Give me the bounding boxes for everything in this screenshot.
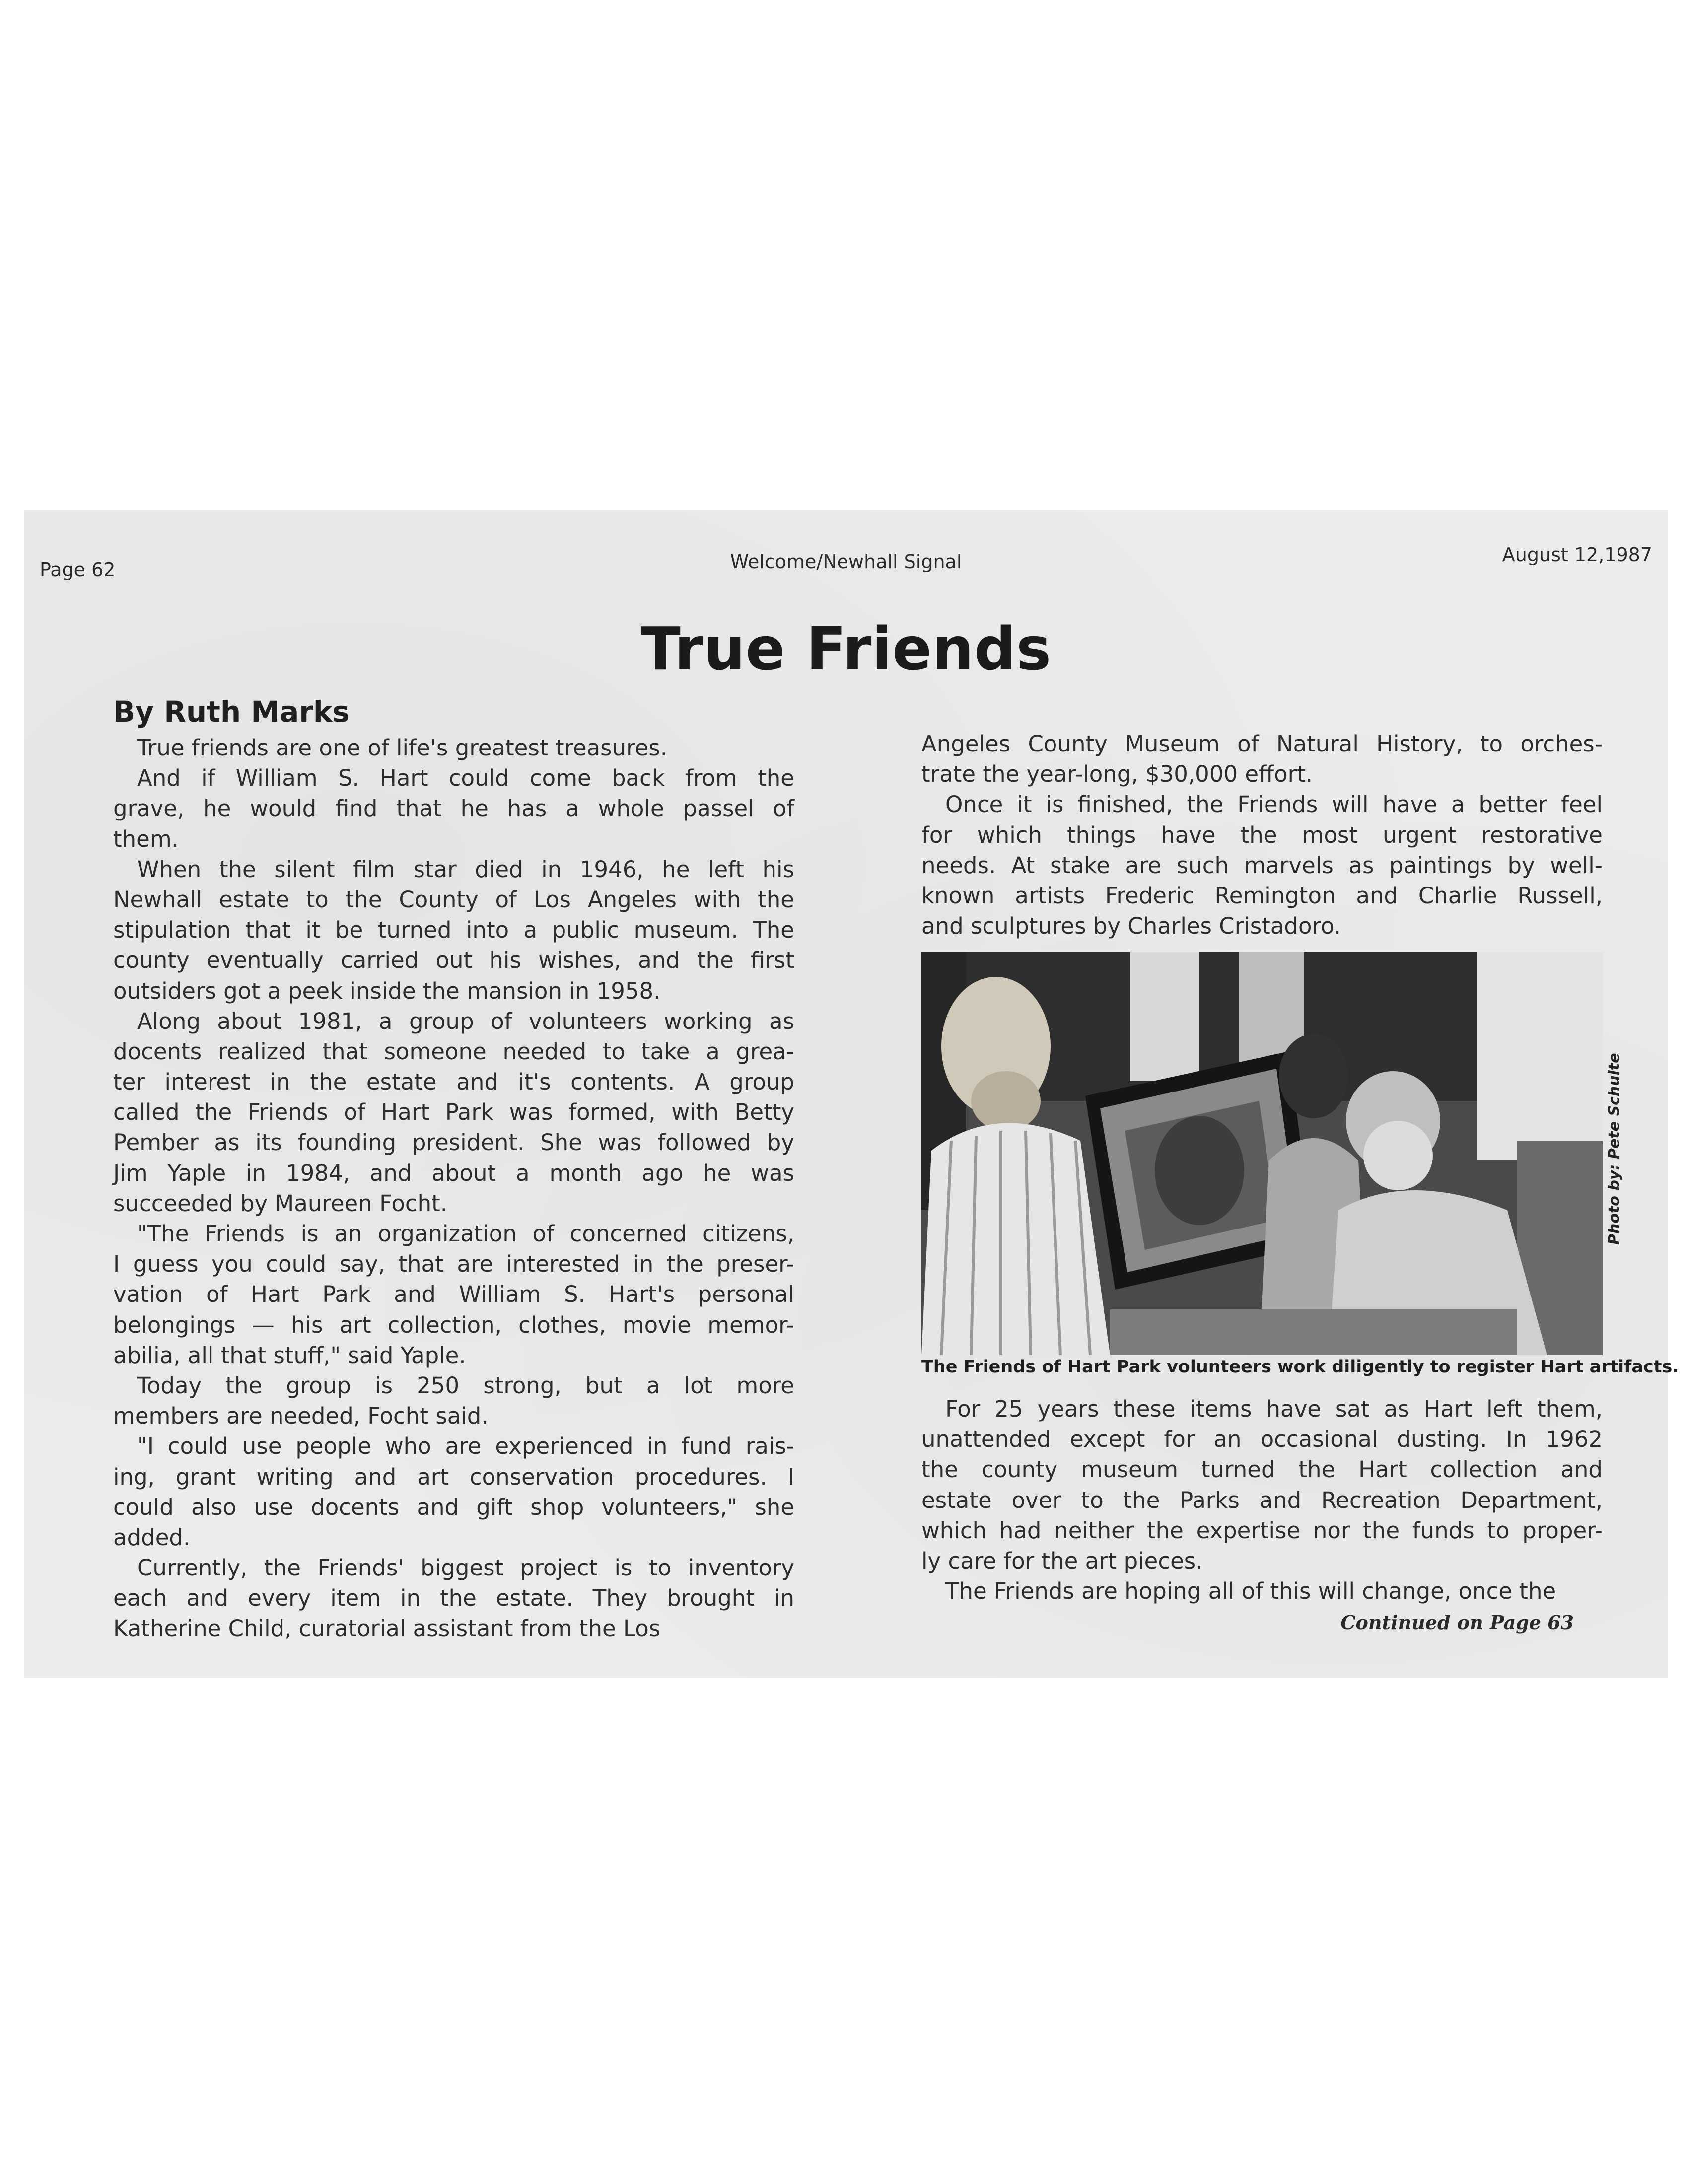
article-text-line: Along about 1981, a group of volunteers working as (137, 1008, 794, 1034)
article-text-line: them. (113, 825, 179, 852)
article-text-line: members are needed, Focht said. (113, 1403, 489, 1430)
article-text-line: trate the year-long, $30,000 effort. (921, 761, 1313, 788)
article-text-line: Currently, the Friends' biggest project is to inventory (137, 1555, 794, 1581)
article-text-line: True friends are one of life's greatest treasures. (137, 735, 668, 761)
article-text-line: Today the group is 250 strong, but a lot more (137, 1372, 794, 1399)
article-text-line: unattended except for an occasional dusting. In 1962 (921, 1426, 1603, 1453)
article-text-line: each and every item in the estate. They brought in (113, 1585, 794, 1612)
article-text-line: the county museum turned the Hart collection and (921, 1456, 1603, 1483)
article-text-line: and sculptures by Charles Cristadoro. (921, 913, 1341, 940)
article-text-line: added. (113, 1524, 191, 1551)
article-text-line: known artists Frederic Remington and Charlie Russell, (921, 882, 1603, 909)
right-column-top (921, 729, 1603, 941)
photo-image (921, 952, 1603, 1355)
page-number: Page 62 (40, 559, 116, 581)
right-column-bottom (921, 1394, 1603, 1606)
article-text-line: docents realized that someone needed to take a grea- (113, 1038, 794, 1065)
article-text-line: vation of Hart Park and William S. Hart's personal (113, 1281, 794, 1308)
article-text-line: which had neither the expertise nor the funds to proper- (921, 1517, 1603, 1544)
article-text-line: abilia, all that stuff," said Yaple. (113, 1342, 466, 1368)
photo-credit: Photo by: Pete Schulte (1606, 1053, 1623, 1245)
article-text-line: The Friends are hoping all of this will change, once the (945, 1578, 1556, 1605)
article-text-line: Once it is finished, the Friends will have a better feel (945, 791, 1603, 818)
left-column (113, 733, 794, 1644)
article-headline: True Friends (640, 614, 1052, 683)
article-text-line: When the silent film star died in 1946, he left his (137, 856, 794, 883)
photo-caption: The Friends of Hart Park volunteers work diligently to register Hart artifacts. (921, 1357, 1679, 1377)
article-text-line: grave, he would find that he has a whole passel of (113, 795, 794, 822)
article-text-line: For 25 years these items have sat as Hart left them, (945, 1396, 1603, 1422)
article-text-line: needs. At stake are such marvels as paintings by well- (921, 852, 1603, 879)
article-byline: By Ruth Marks (113, 695, 350, 729)
article-text-line: "The Friends is an organization of concerned citizens, (137, 1221, 794, 1247)
newspaper-page (24, 510, 1679, 1678)
article-text-line: Jim Yaple in 1984, and about a month ago he was (113, 1160, 794, 1186)
article-text-line: "I could use people who are experienced in fund rais- (137, 1433, 794, 1460)
article-text-line: called the Friends of Hart Park was formed, with Betty (113, 1099, 794, 1126)
article-text-line: estate over to the Parks and Recreation Department, (921, 1487, 1603, 1513)
continued-notice: Continued on Page 63 (1340, 1611, 1574, 1634)
article-text-line: ter interest in the estate and it's contents. A group (113, 1069, 794, 1095)
article-text-line: Pember as its founding president. She was followed by (113, 1129, 794, 1156)
article-text-line: ly care for the art pieces. (921, 1547, 1203, 1574)
article-text-line: Newhall estate to the County of Los Angeles with the (113, 886, 794, 913)
article-text-line: ing, grant writing and art conservation procedures. I (113, 1463, 794, 1490)
article-text-line: And if William S. Hart could come back from the (137, 765, 794, 792)
article-text-line: Angeles County Museum of Natural History, to orches- (921, 731, 1603, 757)
article-text-line: I guess you could say, that are interested in the preser- (113, 1251, 794, 1278)
article-text-line: stipulation that it be turned into a public museum. The (113, 917, 794, 944)
article-text-line: succeeded by Maureen Focht. (113, 1190, 448, 1217)
article-text-line: county eventually carried out his wishes, and the first (113, 947, 794, 974)
issue-date: August 12,1987 (1502, 544, 1652, 566)
article-text-line: could also use docents and gift shop volunteers," she (113, 1494, 794, 1520)
article-text-line: Katherine Child, curatorial assistant from the Los (113, 1615, 661, 1642)
article-text-line: belongings — his art collection, clothes, movie memor- (113, 1311, 794, 1338)
article-text-line: outsiders got a peek inside the mansion in 1958. (113, 977, 661, 1004)
article-text-line: for which things have the most urgent restorative (921, 821, 1603, 848)
publication-name: Welcome/Newhall Signal (730, 551, 962, 573)
article-photo (921, 952, 1603, 1355)
